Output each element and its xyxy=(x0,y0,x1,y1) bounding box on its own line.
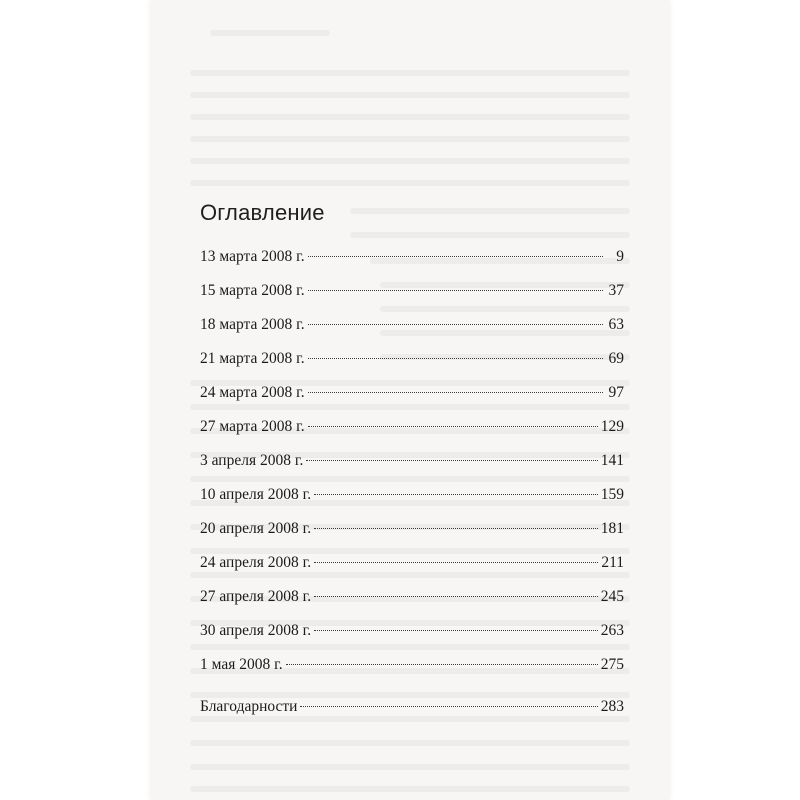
toc-entry-page-number: 129 xyxy=(600,418,624,435)
toc-entry-page-number: 141 xyxy=(600,452,624,469)
dot-leader xyxy=(314,596,598,597)
toc-entry-label: 30 апреля 2008 г. xyxy=(200,622,312,639)
bleed-through-line xyxy=(190,644,630,650)
toc-entry[interactable] xyxy=(200,552,624,574)
dot-leader xyxy=(314,630,598,631)
bleed-through-line xyxy=(190,740,630,746)
dot-leader xyxy=(308,256,603,257)
toc-entry-label: 10 апреля 2008 г. xyxy=(200,486,312,503)
toc-entry-page-number: 275 xyxy=(600,656,624,673)
dot-leader xyxy=(314,528,598,529)
toc-entry[interactable] xyxy=(200,586,624,608)
toc-entry-page-number: 245 xyxy=(600,588,624,605)
toc-entry-label: 27 марта 2008 г. xyxy=(200,418,305,435)
dot-leader xyxy=(308,392,603,393)
dot-leader xyxy=(300,706,597,707)
bleed-through-line xyxy=(190,786,630,792)
bleed-through-line xyxy=(350,208,630,214)
toc-entry[interactable] xyxy=(200,416,624,438)
dot-leader xyxy=(314,562,598,563)
toc-entry-page-number: 9 xyxy=(616,248,624,265)
dot-leader xyxy=(308,290,603,291)
toc-entry-page-number: 283 xyxy=(600,698,624,715)
toc-entry[interactable] xyxy=(200,280,624,302)
toc-entry[interactable] xyxy=(200,484,624,506)
bleed-through-line xyxy=(210,30,330,36)
bleed-through-line xyxy=(380,306,630,312)
toc-entry[interactable] xyxy=(200,382,624,404)
toc-entry-page-number: 37 xyxy=(608,282,624,299)
toc-entry[interactable] xyxy=(200,246,624,268)
dot-leader xyxy=(286,664,598,665)
bleed-through-line xyxy=(190,764,630,770)
bleed-through-line xyxy=(190,136,630,142)
toc-entry-label: 18 марта 2008 г. xyxy=(200,316,305,333)
bleed-through-line xyxy=(190,70,630,76)
toc-entry[interactable] xyxy=(200,620,624,642)
dot-leader xyxy=(314,494,598,495)
toc-entry-page-number: 263 xyxy=(600,622,624,639)
toc-entry-page-number: 181 xyxy=(600,520,624,537)
toc-entry[interactable] xyxy=(200,654,624,676)
toc-entry-page-number: 69 xyxy=(608,350,624,367)
bleed-through-line xyxy=(190,180,630,186)
toc-entry[interactable] xyxy=(200,314,624,336)
toc-entry[interactable] xyxy=(200,450,624,472)
bleed-through-line xyxy=(190,92,630,98)
dot-leader xyxy=(308,426,598,427)
toc-entry[interactable] xyxy=(200,696,624,718)
toc-entry[interactable] xyxy=(200,348,624,370)
page-title: Оглавление xyxy=(200,200,325,225)
toc-entry-label: 13 марта 2008 г. xyxy=(200,248,305,265)
toc-entry-label: 24 марта 2008 г. xyxy=(200,384,305,401)
toc-entry-label: 3 апреля 2008 г. xyxy=(200,452,304,469)
toc-entry-label: 15 марта 2008 г. xyxy=(200,282,305,299)
toc-entry-label: 24 апреля 2008 г. xyxy=(200,554,312,571)
toc-entry-label: 21 марта 2008 г. xyxy=(200,350,305,367)
toc-entry-page-number: 159 xyxy=(600,486,624,503)
toc-entry[interactable] xyxy=(200,518,624,540)
bleed-through-line xyxy=(190,476,630,482)
dot-leader xyxy=(308,324,603,325)
bleed-through-line xyxy=(190,158,630,164)
dot-leader xyxy=(306,460,597,461)
toc-entry-page-number: 97 xyxy=(608,384,624,401)
toc-entry-label: 1 мая 2008 г. xyxy=(200,656,283,673)
book-page xyxy=(150,0,670,800)
bleed-through-line xyxy=(190,404,630,410)
toc-entry-label: 27 апреля 2008 г. xyxy=(200,588,312,605)
toc-entry-page-number: 63 xyxy=(608,316,624,333)
bleed-through-line xyxy=(350,232,630,238)
toc-entry-page-number: 211 xyxy=(601,554,624,571)
toc-entry-label: 20 апреля 2008 г. xyxy=(200,520,312,537)
toc-entry-label: Благодарности xyxy=(200,698,298,715)
bleed-through-line xyxy=(190,114,630,120)
dot-leader xyxy=(308,358,603,359)
